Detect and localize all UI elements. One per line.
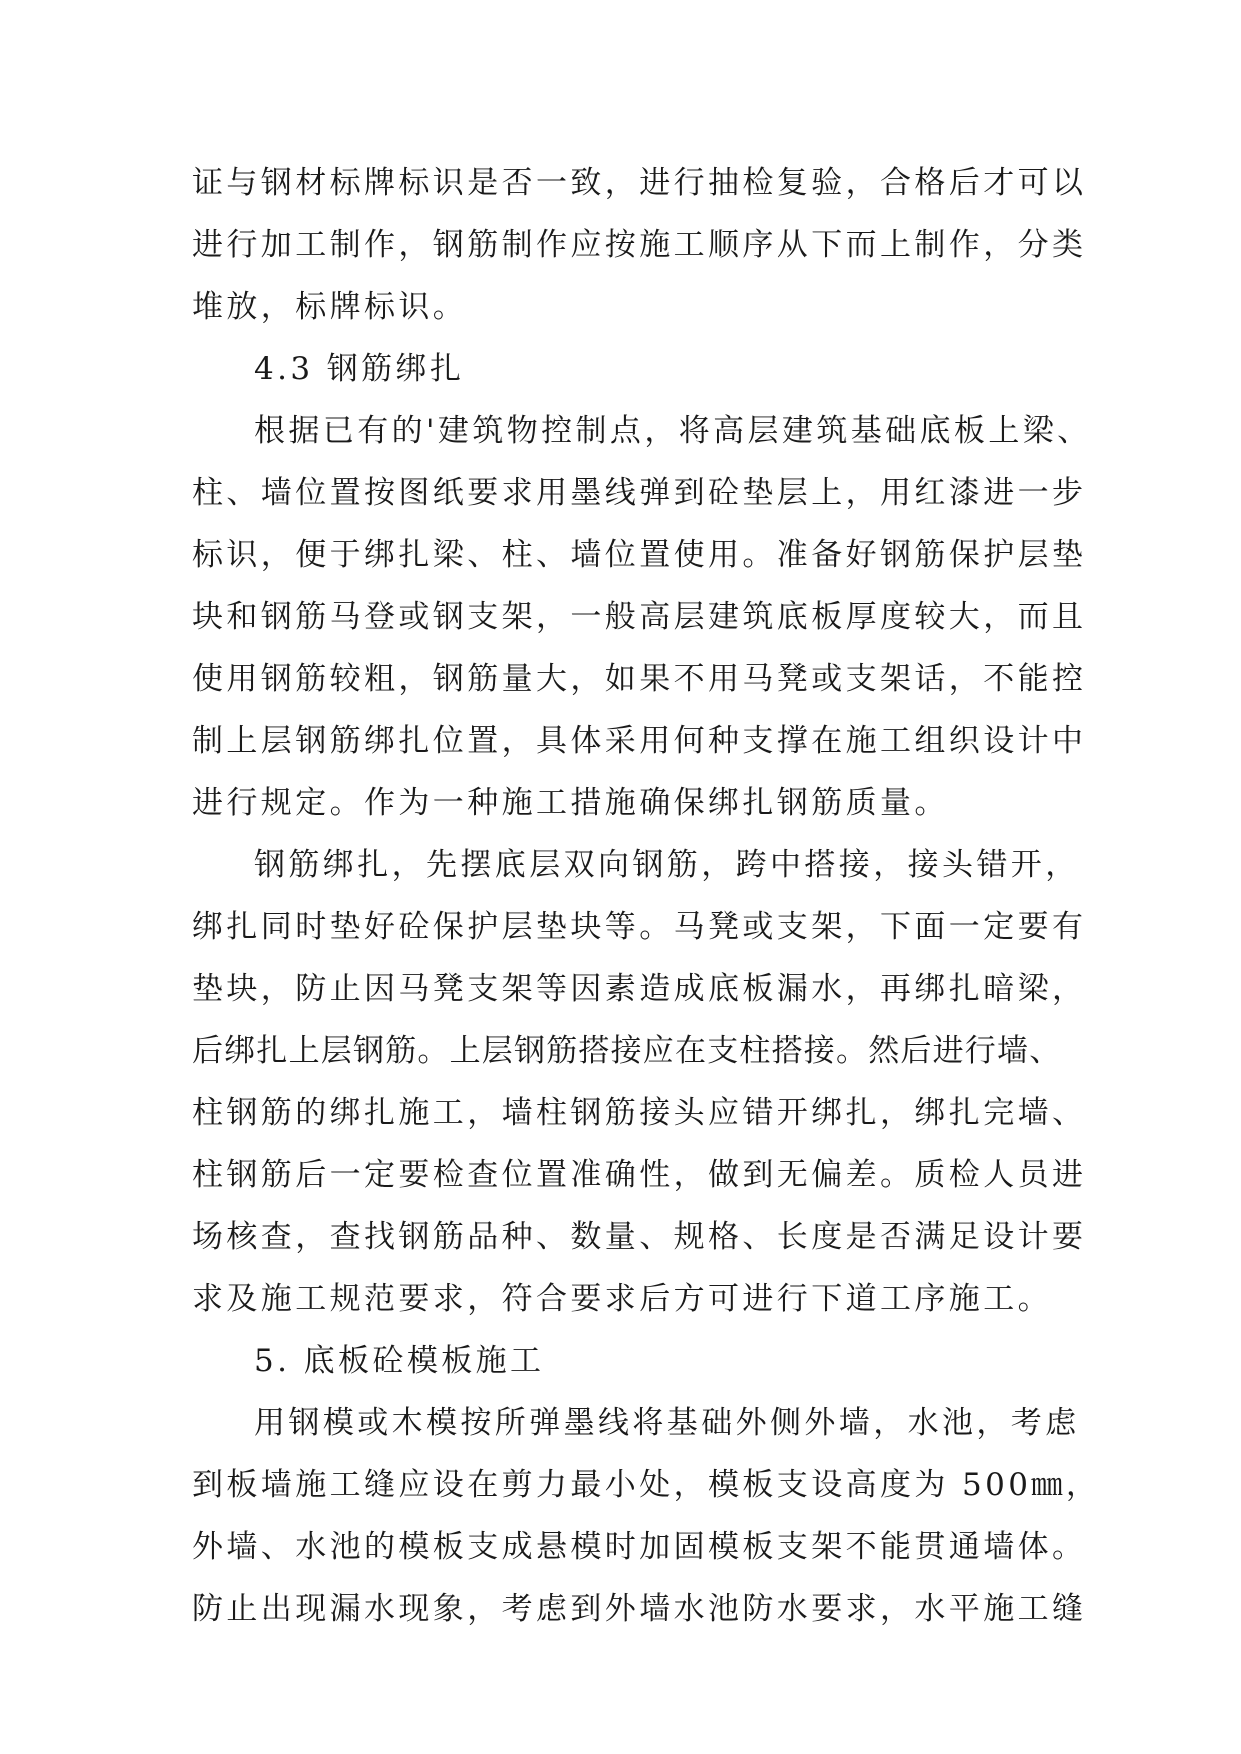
text-line: 块和钢筋马登或钢支架，一般高层建筑底板厚度较大，而且 (192, 599, 1087, 635)
text-line: 防止出现漏水现象，考虑到外墙水池防水要求，水平施工缝 (192, 1591, 1087, 1627)
text-line: 证与钢材标牌标识是否一致，进行抽检复验，合格后才可以 (192, 165, 1087, 201)
text-line: 柱钢筋后一定要检查位置准确性，做到无偏差。质检人员进 (192, 1157, 1087, 1193)
paragraph-first-line: 根据已有的'建筑物控制点，将高层建筑基础底板上梁、 (254, 413, 1092, 449)
paragraph-first-line: 钢筋绑扎，先摆底层双向钢筋，跨中搭接，接头错开， (254, 847, 1080, 883)
text-line: 到板墙施工缝应设在剪力最小处，模板支设高度为 500㎜， (192, 1467, 1101, 1503)
text-line: 堆放，标牌标识。 (192, 289, 468, 325)
text-line: 制上层钢筋绑扎位置，具体采用何种支撑在施工组织设计中 (192, 723, 1087, 759)
text-line: 后绑扎上层钢筋。上层钢筋搭接应在支柱搭接。然后进行墙、 (192, 1033, 1062, 1069)
text-line: 场核查，查找钢筋品种、数量、规格、长度是否满足设计要 (192, 1219, 1087, 1255)
text-line: 柱、墙位置按图纸要求用墨线弹到砼垫层上，用红漆进一步 (192, 475, 1087, 511)
body-text (192, 152, 1101, 1640)
text-line: 标识，便于绑扎梁、柱、墙位置使用。准备好钢筋保护层垫 (192, 537, 1087, 573)
section-heading-4-3: 4.3 钢筋绑扎 (254, 351, 465, 387)
paragraph-first-line: 用钢模或木模按所弹墨线将基础外侧外墙，水池，考虑 (254, 1405, 1080, 1441)
text-line: 外墙、水池的模板支成悬模时加固模板支架不能贯通墙体。 (192, 1529, 1087, 1565)
text-line: 绑扎同时垫好砼保护层垫块等。马凳或支架，下面一定要有 (192, 909, 1087, 945)
text-line: 使用钢筋较粗，钢筋量大，如果不用马凳或支架话，不能控 (192, 661, 1087, 697)
text-line: 求及施工规范要求，符合要求后方可进行下道工序施工。 (192, 1281, 1052, 1317)
section-heading-5: 5. 底板砼模板施工 (254, 1343, 545, 1379)
text-line: 进行规定。作为一种施工措施确保绑扎钢筋质量。 (192, 785, 949, 821)
text-line: 垫块，防止因马凳支架等因素造成底板漏水，再绑扎暗梁， (192, 971, 1087, 1007)
text-line: 进行加工制作，钢筋制作应按施工顺序从下而上制作，分类 (192, 227, 1087, 263)
text-line: 柱钢筋的绑扎施工，墙柱钢筋接头应错开绑扎，绑扎完墙、 (192, 1095, 1087, 1131)
